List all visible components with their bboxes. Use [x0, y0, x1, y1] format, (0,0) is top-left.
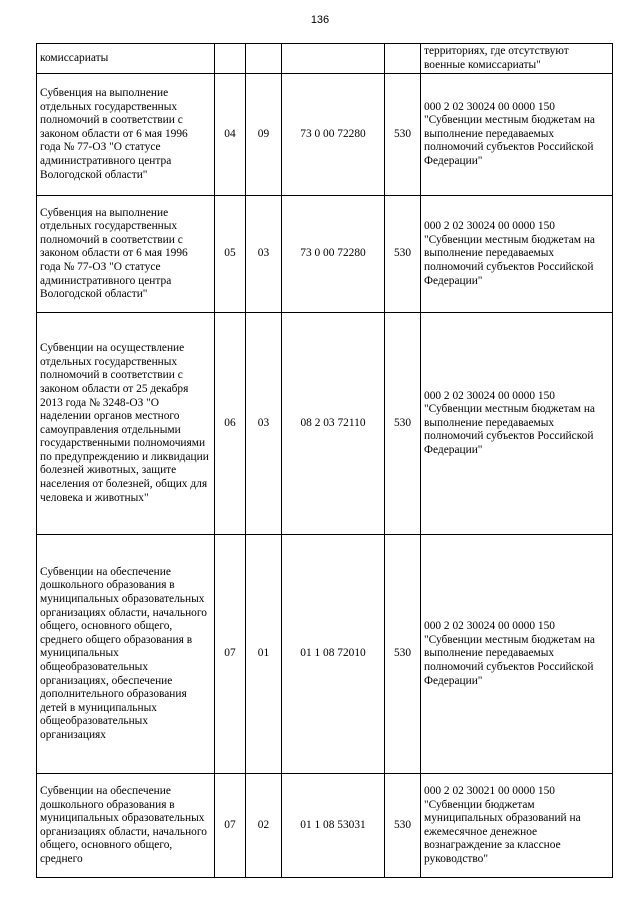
table-row: [37, 774, 613, 878]
target-code-cell: 01 1 08 72010: [282, 535, 385, 774]
section-cell: 07: [215, 774, 246, 878]
expense-type-cell: 530: [385, 535, 421, 774]
subsection-cell: 02: [246, 774, 282, 878]
revenue-code-cell: 000 2 02 30024 00 0000 150 "Субвенции местным бюджетам на выполнение передаваемых полномочий субъектов Российской Федерации": [421, 196, 613, 313]
table-row: [37, 74, 613, 196]
row-name-cell: Субвенция на выполнение отдельных государственных полномочий в соответствии с законом области от 6 мая 1996 года № 77-ОЗ "О статусе административного центра Вологодской области": [37, 196, 215, 313]
target-code-cell: 08 2 03 72110: [282, 313, 385, 535]
expense-type-cell: [385, 44, 421, 74]
subsection-cell: 03: [246, 313, 282, 535]
subsection-cell: 01: [246, 535, 282, 774]
revenue-code-cell: 000 2 02 30024 00 0000 150 "Субвенции местным бюджетам на выполнение передаваемых полномочий субъектов Российской Федерации": [421, 313, 613, 535]
budget-table: [36, 43, 613, 878]
table-row: [37, 44, 613, 74]
expense-type-cell: 530: [385, 774, 421, 878]
table-row: [37, 196, 613, 313]
subsection-cell: [246, 44, 282, 74]
expense-type-cell: 530: [385, 196, 421, 313]
section-cell: 05: [215, 196, 246, 313]
target-code-cell: [282, 44, 385, 74]
revenue-code-cell: 000 2 02 30024 00 0000 150 "Субвенции местным бюджетам на выполнение передаваемых полномочий субъектов Российской Федерации": [421, 535, 613, 774]
subsection-cell: 09: [246, 74, 282, 196]
section-cell: 04: [215, 74, 246, 196]
section-cell: [215, 44, 246, 74]
expense-type-cell: 530: [385, 74, 421, 196]
section-cell: 07: [215, 535, 246, 774]
expense-type-cell: 530: [385, 313, 421, 535]
target-code-cell: 01 1 08 53031: [282, 774, 385, 878]
table-row: [37, 535, 613, 774]
row-name-cell: Субвенция на выполнение отдельных государственных полномочий в соответствии с законом области от 6 мая 1996 года № 77-ОЗ "О статусе административного центра Вологодской области": [37, 74, 215, 196]
row-name-cell: Субвенции на обеспечение дошкольного образования в муниципальных образовательных организациях области, начального общего, основного общего, среднего общего образования в муниципальных общеобразовательных организациях, обеспечение дополнительного образования детей в муниципальных общеобразовательных организациях: [37, 535, 215, 774]
page-number: 136: [310, 14, 330, 26]
table-row: [37, 313, 613, 535]
row-name-cell: комиссариаты: [37, 44, 215, 74]
target-code-cell: 73 0 00 72280: [282, 196, 385, 313]
revenue-code-cell: 000 2 02 30021 00 0000 150 "Субвенции бюджетам муниципальных образований на ежемесячное денежное вознаграждение за классное руководство": [421, 774, 613, 878]
revenue-code-cell: территориях, где отсутствуют военные комиссариаты": [421, 44, 613, 74]
row-name-cell: Субвенции на обеспечение дошкольного образования в муниципальных образовательных организациях области, начального общего, основного общего, среднего: [37, 774, 215, 878]
row-name-cell: Субвенции на осуществление отдельных государственных полномочий в соответствии с законом области от 25 декабря 2013 года № 3248-ОЗ "О наделении органов местного самоуправления отдельными государственными полномочиями по предупреждению и ликвидации болезней животных, защите населения от болезней, общих для человека и животных": [37, 313, 215, 535]
revenue-code-cell: 000 2 02 30024 00 0000 150 "Субвенции местным бюджетам на выполнение передаваемых полномочий субъектов Российской Федерации": [421, 74, 613, 196]
subsection-cell: 03: [246, 196, 282, 313]
target-code-cell: 73 0 00 72280: [282, 74, 385, 196]
section-cell: 06: [215, 313, 246, 535]
